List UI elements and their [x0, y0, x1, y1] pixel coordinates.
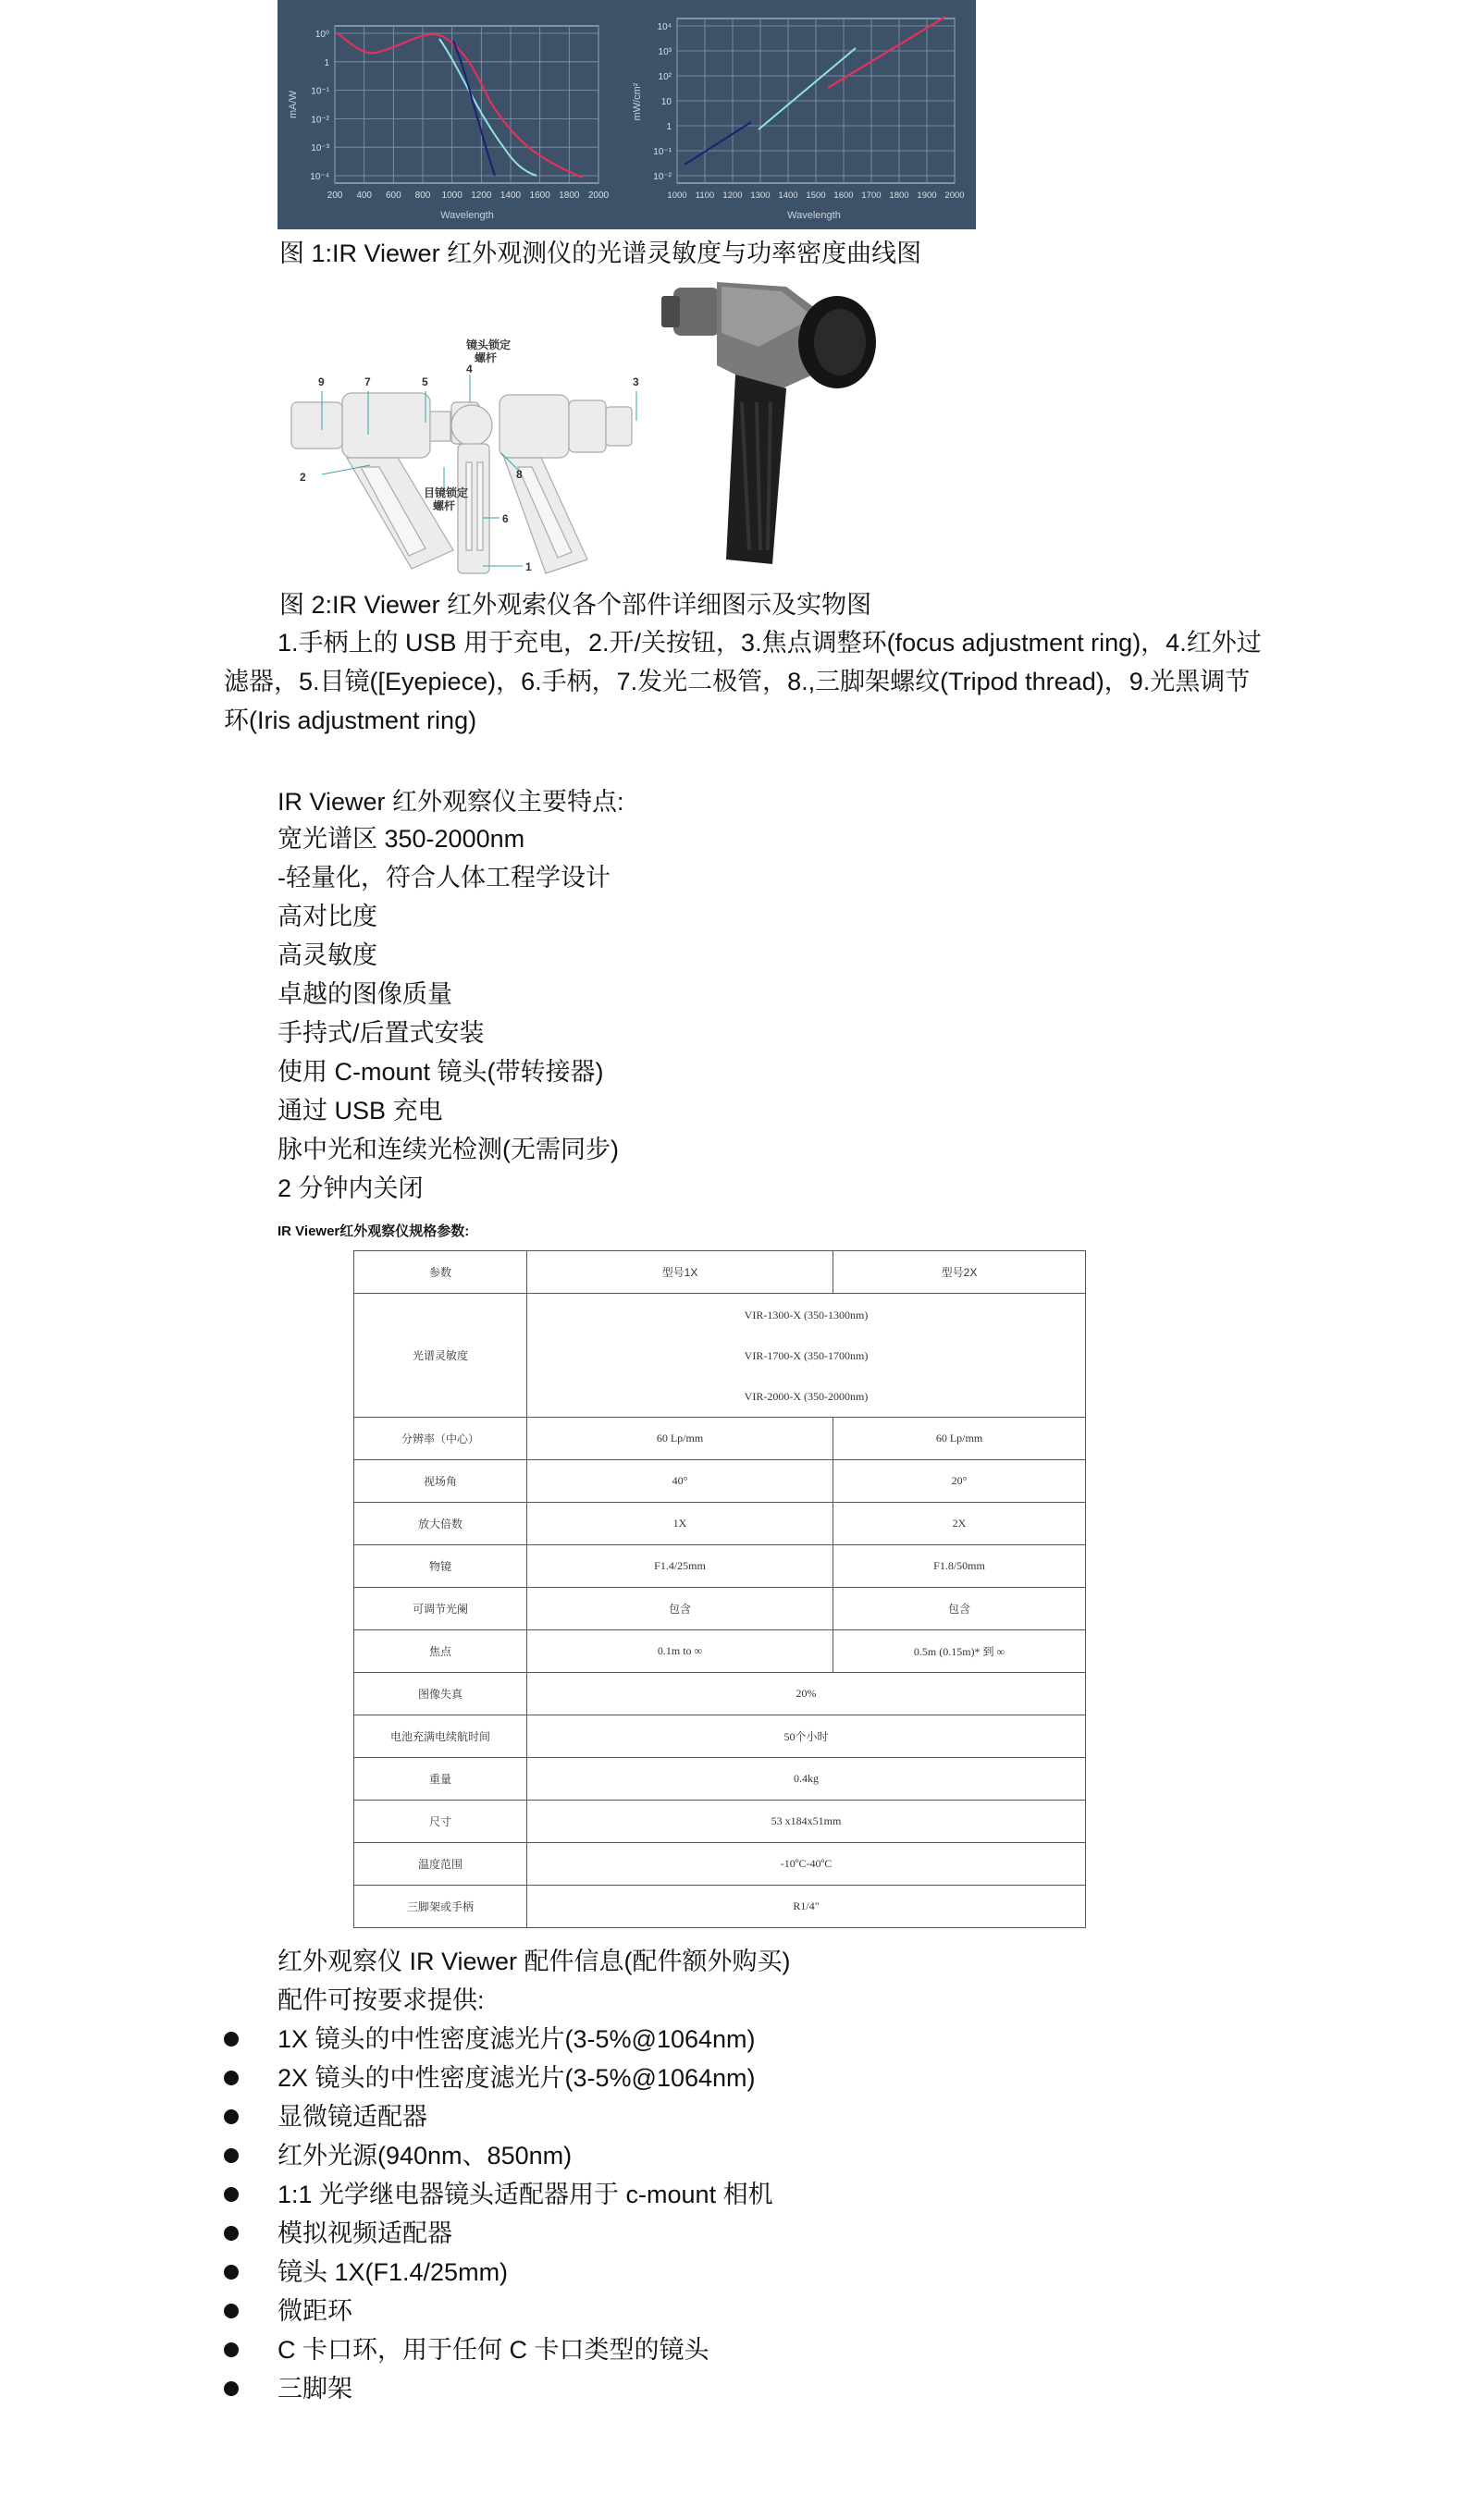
- right-x-tick: 1000: [667, 191, 687, 201]
- spec-header-model1: 型号1X: [527, 1251, 833, 1294]
- spec-row: [354, 1630, 1086, 1673]
- spec-value-cell: F1.8/50mm: [833, 1545, 1086, 1588]
- right-chart: [632, 17, 965, 221]
- spec-value-cell: 60 Lp/mm: [833, 1418, 1086, 1460]
- left-chart: [288, 26, 610, 221]
- label-2: 2: [300, 471, 306, 484]
- spectral-chart-figure: [278, 0, 976, 229]
- spec-param-cell: 尺寸: [354, 1801, 527, 1843]
- left-chart-ylabel: mA/W: [288, 91, 299, 118]
- bullet-icon: [224, 2032, 239, 2047]
- left-x-tick: 800: [414, 191, 431, 201]
- spec-table: [353, 1250, 1086, 1928]
- right-x-tick: 1100: [695, 191, 715, 201]
- left-x-tick: 1800: [559, 191, 580, 201]
- accessory-label: 红外光源(940nm、850nm): [278, 2142, 573, 2170]
- spec-value-cell: 53 x184x51mm: [527, 1801, 1086, 1843]
- feature-item: 通过 USB 充电: [278, 1097, 443, 1125]
- spec-header-row: [354, 1251, 1086, 1294]
- spec-row: [354, 1673, 1086, 1715]
- feature-item: 2 分钟内关闭: [278, 1174, 424, 1202]
- right-y-tick: 10⁻²: [653, 172, 672, 182]
- label-eyepiece-lock-2: 螺杆: [433, 499, 456, 512]
- spec-row: [354, 1418, 1086, 1460]
- spec-value-cell: -10ºC-40ºC: [527, 1843, 1086, 1886]
- right-y-tick: 1: [666, 122, 672, 132]
- bullet-icon: [224, 2148, 239, 2163]
- left-navy-curve: [453, 41, 495, 176]
- right-y-tick: 10²: [658, 72, 672, 82]
- bullet-icon: [224, 2187, 239, 2202]
- spec-value-cell: 50个小时: [527, 1715, 1086, 1758]
- left-y-tick: 10⁰: [315, 30, 329, 40]
- left-x-tick: 600: [385, 191, 401, 201]
- spec-header-param: 参数: [354, 1251, 527, 1294]
- spec-param-cell: 放大倍数: [354, 1503, 527, 1545]
- spec-row: [354, 1886, 1086, 1928]
- spec-value-cell: 2X: [833, 1503, 1086, 1545]
- figure1-caption: 图 1:IR Viewer 红外观测仪的光谱灵敏度与功率密度曲线图: [279, 240, 922, 267]
- right-x-tick: 1800: [889, 191, 909, 201]
- accessory-label: 镜头 1X(F1.4/25mm): [278, 2258, 509, 2286]
- label-5: 5: [422, 375, 428, 388]
- feature-item: -轻量化，符合人体工程学设计: [278, 864, 611, 891]
- spec-row: [354, 1503, 1086, 1545]
- feature-item: 手持式/后置式安装: [278, 1019, 485, 1047]
- spec-sensitivity-row: [354, 1294, 1086, 1418]
- accessories-subheading: 配件可按要求提供:: [278, 1986, 485, 2014]
- spec-row: [354, 1545, 1086, 1588]
- accessory-label: 1X 镜头的中性密度滤光片(3-5%@1064nm): [278, 2025, 756, 2053]
- spec-value-cell: 40°: [527, 1460, 833, 1503]
- spec-value-cell: 20°: [833, 1460, 1086, 1503]
- spec-row: [354, 1843, 1086, 1886]
- left-y-tick: 10⁻²: [311, 115, 329, 126]
- spec-value-cell: F1.4/25mm: [527, 1545, 833, 1588]
- spec-param-cell: 分辨率（中心）: [354, 1418, 527, 1460]
- right-x-tick: 1300: [750, 191, 771, 201]
- spec-row: [354, 1588, 1086, 1630]
- spec-param-cell: 重量: [354, 1758, 527, 1801]
- label-lens-lock: 镜头锁定: [466, 338, 512, 351]
- device-diagram-svg: [268, 282, 971, 583]
- right-x-tick: 1700: [861, 191, 882, 201]
- label-4: 4: [466, 363, 473, 375]
- right-y-tick: 10⁴: [657, 22, 672, 32]
- spec-param-cell: 物镜: [354, 1545, 527, 1588]
- right-x-tick: 2000: [944, 191, 965, 201]
- left-red-curve: [338, 33, 583, 178]
- bullet-icon: [224, 2071, 239, 2085]
- spec-value-cell: 0.4kg: [527, 1758, 1086, 1801]
- figure2-caption: 图 2:IR Viewer 红外观索仪各个部件详细图示及实物图: [279, 591, 872, 619]
- spec-value-cell: 20%: [527, 1673, 1086, 1715]
- left-x-tick: 1400: [500, 191, 522, 201]
- spec-param-cell: 图像失真: [354, 1673, 527, 1715]
- feature-item: 高灵敏度: [278, 941, 377, 969]
- right-navy-line: [685, 122, 751, 165]
- label-9: 9: [318, 375, 325, 388]
- label-6: 6: [502, 512, 509, 525]
- right-y-tick: 10: [660, 97, 672, 107]
- spec-value-cell: 包含: [527, 1588, 833, 1630]
- right-x-tick: 1900: [917, 191, 937, 201]
- label-7: 7: [364, 375, 371, 388]
- spec-sensitivity-values: [527, 1294, 1086, 1418]
- left-chart-frame: [335, 26, 598, 183]
- left-x-tick: 200: [327, 191, 343, 201]
- spec-param-cell: 电池充满电续航时间: [354, 1715, 527, 1758]
- spec-param-cell: 可调节光阑: [354, 1588, 527, 1630]
- left-y-tick: 10⁻³: [311, 143, 329, 154]
- right-cyan-line: [759, 48, 856, 129]
- device-photo: [661, 282, 876, 564]
- spec-value-cell: R1/4": [527, 1886, 1086, 1928]
- label-3: 3: [633, 375, 639, 388]
- right-x-tick: 1500: [806, 191, 826, 201]
- parts-description: 1.手柄上的 USB 用于充电，2.开/关按钮，3.焦点调整环(focus adjustment ring)，4.红外过滤器，5.目镜([Eyepiece)，6.手柄，7.发光二极管，8.,三脚架螺纹(Tripod thread)，9.光黑调节环(Iris adjustment ring): [224, 629, 1262, 734]
- left-chart-xlabel: Wavelength: [440, 210, 494, 221]
- right-x-tick: 1600: [833, 191, 854, 201]
- right-x-tick: 1400: [778, 191, 798, 201]
- left-x-tick: 2000: [587, 191, 610, 201]
- spec-sensitivity-value: VIR-1700-X (350-1700nm): [744, 1348, 869, 1362]
- accessory-label: 模拟视频适配器: [278, 2219, 452, 2247]
- accessory-label: 1:1 光学继电器镜头适配器用于 c-mount 相机: [278, 2181, 773, 2208]
- left-y-tick: 10⁻⁴: [310, 172, 329, 182]
- bullet-icon: [224, 2304, 239, 2318]
- spec-value-cell: 0.1m to ∞: [527, 1630, 833, 1673]
- spec-param-cell: 温度范围: [354, 1843, 527, 1886]
- right-chart-ylabel: mW/cm²: [632, 82, 643, 121]
- right-x-tick: 1200: [722, 191, 743, 201]
- label-lens-lock-2: 螺杆: [475, 351, 498, 364]
- spec-row: [354, 1801, 1086, 1843]
- left-y-tick: 10⁻¹: [311, 86, 329, 97]
- left-x-tick: 1200: [471, 191, 492, 201]
- spec-title: IR Viewer红外观察仪规格参数:: [278, 1223, 470, 1239]
- spec-sensitivity-value: VIR-1300-X (350-1300nm): [744, 1308, 869, 1321]
- spec-sensitivity-value: VIR-2000-X (350-2000nm): [744, 1389, 869, 1403]
- device-figure: [268, 282, 971, 583]
- accessory-label: 显微镜适配器: [278, 2103, 427, 2131]
- label-eyepiece-lock: 目镜锁定: [424, 486, 469, 499]
- spec-value-cell: 1X: [527, 1503, 833, 1545]
- spec-row: [354, 1460, 1086, 1503]
- left-x-tick: 1600: [529, 191, 550, 201]
- left-y-tick: 1: [324, 57, 329, 68]
- spec-row: [354, 1715, 1086, 1758]
- spec-value-cell: 0.5m (0.15m)* 到 ∞: [833, 1630, 1086, 1673]
- right-red-line: [828, 17, 945, 88]
- accessory-label: 微距环: [278, 2297, 352, 2325]
- spec-value-cell: 60 Lp/mm: [527, 1418, 833, 1460]
- spec-row: [354, 1758, 1086, 1801]
- spec-header-model2: 型号2X: [833, 1251, 1086, 1294]
- feature-item: 宽光谱区 350-2000nm: [278, 825, 525, 853]
- device-right-view: [500, 395, 632, 573]
- bullet-icon: [224, 2381, 239, 2396]
- feature-item: 高对比度: [278, 903, 377, 930]
- bullet-icon: [224, 2226, 239, 2241]
- label-1: 1: [525, 560, 532, 573]
- accessory-label: 三脚架: [278, 2375, 352, 2403]
- bullet-icon: [224, 2109, 239, 2124]
- spec-param-cell: 焦点: [354, 1630, 527, 1673]
- right-y-tick: 10³: [658, 47, 672, 57]
- bullet-icon: [224, 2265, 239, 2280]
- spec-sensitivity-label: 光谱灵敏度: [354, 1294, 527, 1418]
- spec-param-cell: 视场角: [354, 1460, 527, 1503]
- right-chart-xlabel: Wavelength: [787, 210, 841, 221]
- spec-value-cell: 包含: [833, 1588, 1086, 1630]
- feature-item: 使用 C-mount 镜头(带转接器): [278, 1058, 604, 1086]
- accessories-heading: 红外观察仪 IR Viewer 配件信息(配件额外购买): [278, 1948, 791, 1975]
- accessory-label: 2X 镜头的中性密度滤光片(3-5%@1064nm): [278, 2064, 756, 2092]
- features-heading: IR Viewer 红外观察仪主要特点:: [278, 788, 624, 816]
- label-8: 8: [516, 468, 523, 481]
- right-y-tick: 10⁻¹: [653, 147, 672, 157]
- bullet-icon: [224, 2342, 239, 2357]
- feature-item: 卓越的图像质量: [278, 980, 452, 1008]
- accessory-label: C 卡口环，用于任何 C 卡口类型的镜头: [278, 2336, 709, 2364]
- spec-param-cell: 三脚架或手柄: [354, 1886, 527, 1928]
- left-x-tick: 1000: [441, 191, 463, 201]
- left-x-tick: 400: [356, 191, 373, 201]
- features-list: [278, 819, 619, 1208]
- device-left-view: [291, 393, 456, 569]
- feature-item: 脉中光和连续光检测(无需同步): [278, 1136, 619, 1163]
- spectral-charts-svg: [278, 0, 976, 229]
